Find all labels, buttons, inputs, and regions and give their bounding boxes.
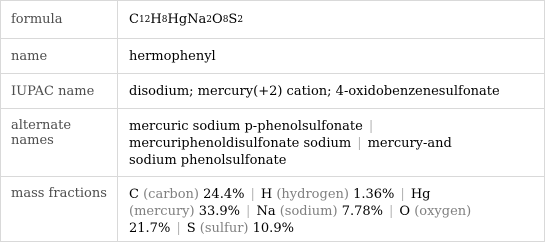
- mass-fraction-value: 10.9%: [252, 221, 294, 236]
- formula-element: S: [228, 12, 238, 27]
- mass-fraction-element: (mercury): [129, 204, 195, 219]
- separator: |: [250, 187, 255, 202]
- mass-fraction-symbol: Na: [256, 204, 276, 219]
- formula-element: H: [150, 12, 162, 27]
- separator: |: [368, 119, 374, 134]
- mass-fractions-label: mass fractions: [1, 177, 118, 241]
- mass-fraction-element: (sulfur): [199, 221, 249, 236]
- separator: |: [400, 187, 405, 202]
- mass-fraction-value: 7.78%: [341, 204, 383, 219]
- separator: |: [357, 136, 362, 151]
- iupac-name-label: IUPAC name: [1, 74, 118, 108]
- mass-fraction-value: 21.7%: [129, 221, 171, 236]
- mass-fraction-element: (oxygen): [414, 204, 472, 219]
- formula-element: C: [129, 12, 139, 27]
- mass-fraction-element: (carbon): [143, 187, 200, 202]
- alternate-names-row: [1, 108, 544, 176]
- mass-fraction-value: 33.9%: [198, 204, 241, 219]
- name-value: hermophenyl: [129, 48, 216, 64]
- alternate-name-part: mercury-and: [367, 136, 452, 151]
- iupac-name-row: [1, 73, 544, 108]
- mass-fraction-symbol: Hg: [410, 187, 431, 202]
- formula-value: C 12 H 8 HgNa 2 O 8 S 2: [129, 12, 244, 27]
- alternate-name: mercuriphenoldisulfonate sodium: [129, 136, 352, 151]
- formula-row: [1, 1, 544, 38]
- mass-fraction-symbol: H: [260, 187, 273, 202]
- iupac-name-value: disodium; mercury(+2) cation; 4-oxidobenzenesulfonate: [129, 83, 500, 99]
- formula-label: formula: [1, 1, 118, 38]
- mass-fraction-value: 24.4%: [203, 187, 245, 202]
- alternate-name: mercuric sodium p-phenolsulfonate: [129, 119, 363, 134]
- mass-fraction-value: 1.36%: [353, 187, 395, 202]
- mass-fraction-symbol: S: [186, 221, 196, 236]
- separator: |: [389, 204, 394, 219]
- mass-fraction-symbol: O: [399, 204, 411, 219]
- name-row: [1, 38, 544, 73]
- formula-element: HgNa: [167, 12, 207, 27]
- mass-fraction-element: (sodium): [279, 204, 338, 219]
- separator: |: [176, 221, 181, 236]
- mass-fraction-element: (hydrogen): [276, 187, 349, 202]
- mass-fraction-symbol: C: [129, 187, 139, 202]
- alternate-name-part: sodium phenolsulfonate: [129, 153, 287, 168]
- separator: |: [246, 204, 251, 219]
- alternate-names-value: [118, 109, 544, 176]
- alternate-names-label: alternate names: [1, 109, 118, 176]
- formula-element: O: [212, 12, 223, 27]
- name-label: name: [1, 39, 118, 73]
- mass-fractions-row: [1, 176, 544, 241]
- mass-fractions-value: [118, 177, 544, 241]
